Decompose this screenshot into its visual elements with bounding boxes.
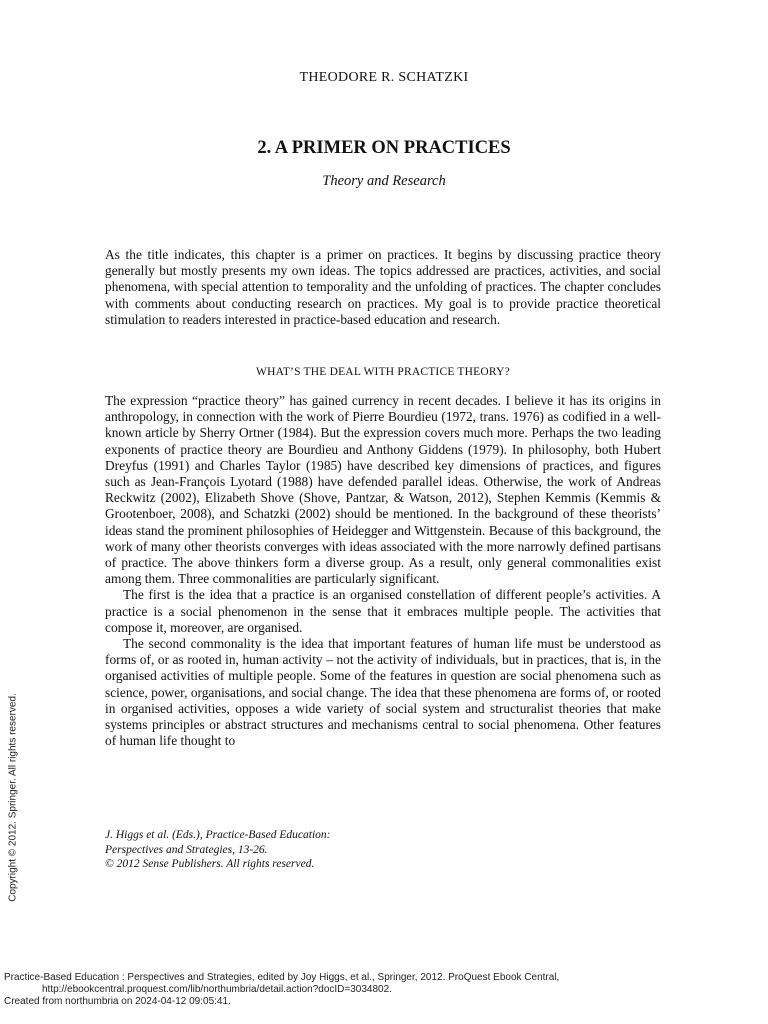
chapter-author: THEODORE R. SCHATZKI	[299, 70, 469, 85]
citation-line: © 2012 Sense Publishers. All rights reserved.	[105, 858, 315, 870]
footer-line: Created from northumbria on 2024-04-12 09:05:41.	[4, 996, 231, 1008]
page-footer	[4, 972, 559, 1009]
body-paragraph-3: The second commonality is the idea that important features of human life must be understood as forms of, or as rooted in, human activity – not the activity of individuals, but in practices, that is, in the organised activities of multiple people. Some of the features in question are social phenomena such as science, power, organisations, and social change. The idea that these phenomena are forms of, or rooted in organised activities, opposes a wide variety of social system and structuralist theories that make systems principles or abstract structures and mechanisms central to social phenomena. Other features of human life thought to	[105, 636, 661, 749]
chapter-abstract: As the title indicates, this chapter is a primer on practices. It begins by discussing practice theory generally but mostly presents my own ideas. The topics addressed are practices, activities, and social phenomena, with special attention to temporality and the unfolding of practices. The chapter concludes with comments about conducting research on practices. My goal is to provide practice theoretical stimulation to readers interested in practice-based education and research.	[105, 247, 661, 327]
citation-line: J. Higgs et al. (Eds.), Practice-Based Education:	[105, 829, 331, 841]
source-citation	[105, 828, 330, 872]
side-copyright-notice: Copyright © 2012. Springer. All rights reserved.	[7, 693, 19, 902]
body-paragraph-2: The first is the idea that a practice is an organised constellation of different people’s activities. A practice is a social phenomenon in the sense that it embraces multiple people. The activities that compose it, moreover, are organised.	[105, 587, 661, 635]
citation-line: Perspectives and Strategies, 13-26.	[105, 843, 268, 856]
chapter-title: 2. A PRIMER ON PRACTICES	[257, 138, 511, 158]
chapter-subtitle: Theory and Research	[322, 173, 446, 189]
footer-line: Practice-Based Education : Perspectives and Strategies, edited by Joy Higgs, et al., Springer, 2012. ProQuest Ebook Central,	[4, 972, 560, 983]
footer-url[interactable]: http://ebookcentral.proquest.com/lib/northumbria/detail.action?docID=3034802.	[42, 984, 392, 996]
section-body	[105, 393, 661, 749]
body-paragraph-1: The expression “practice theory” has gained currency in recent decades. I believe it has its origins in anthropology, in connection with the work of Pierre Bourdieu (1972, trans. 1976) as codified in a well-known article by Sherry Ortner (1984). But the expression covers much more. Perhaps the two leading exponents of practice theory are Bourdieu and Anthony Giddens (1979). In philosophy, both Hubert Dreyfus (1991) and Charles Taylor (1985) have described key dimensions of practices, and figures such as Jean-François Lyotard (1988) have defended parallel ideas. Otherwise, the work of Andreas Reckwitz (2002), Elizabeth Shove (Shove, Pantzar, & Watson, 2012), Stephen Kemmis (Kemmis & Grootenboer, 2008), and Schatzki (2002) should be mentioned. In the background of these theorists’ ideas stand the prominent philosophies of Heidegger and Wittgenstein. Because of this background, the work of many other theorists converges with ideas associated with the more narrowly defined partisans of practice. The above thinkers form a diverse group. As a result, only general commonalities exist among them. Three commonalities are particularly significant.	[105, 393, 661, 587]
section-heading: WHAT’S THE DEAL WITH PRACTICE THEORY?	[256, 366, 510, 378]
